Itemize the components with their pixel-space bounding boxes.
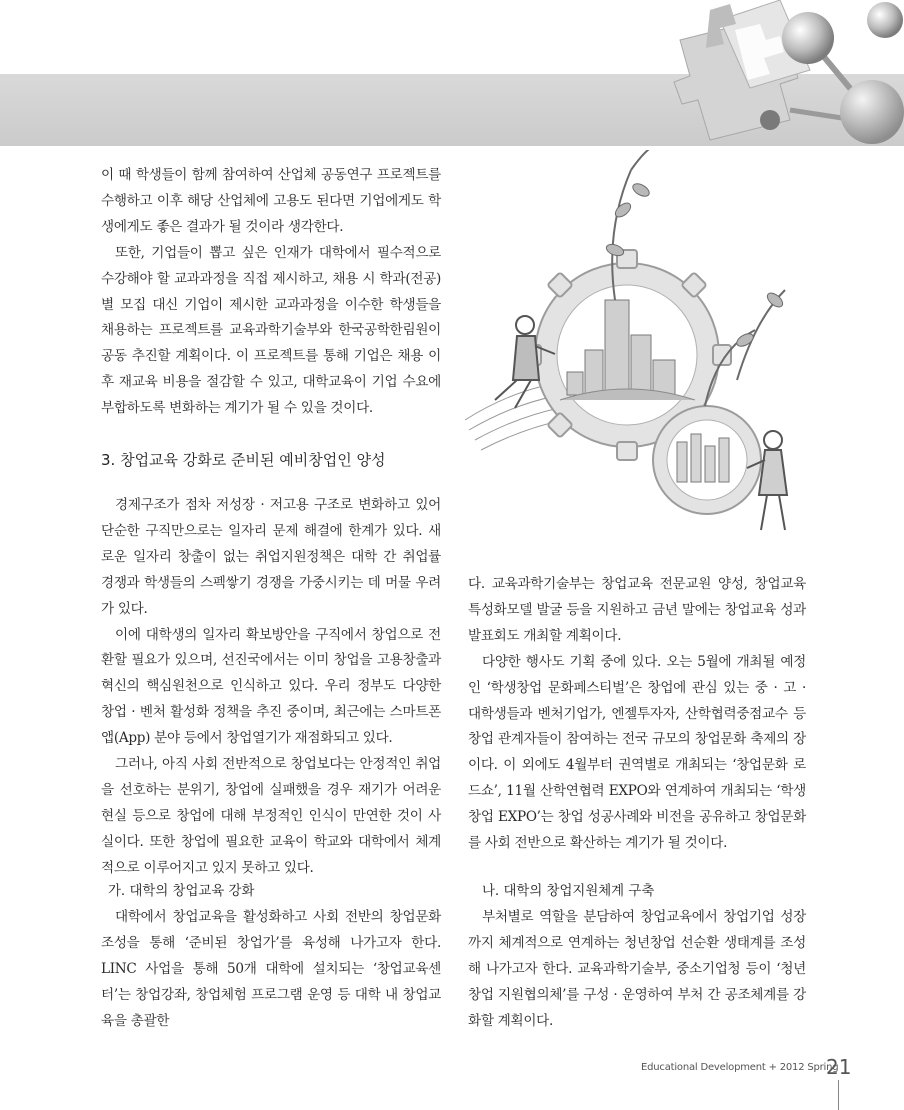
left-intro-text xyxy=(101,163,441,422)
right-text xyxy=(468,572,806,857)
sub-heading-a: 가. 대학의 창업교육 강화 xyxy=(108,884,255,899)
body-paragraph: 이 때 학생들이 함께 참여하여 산업체 공동연구 프로젝트를 수행하고 이후 해당 산업체에 고용도 된다면 기업에게도 학생에게도 좋은 결과가 될 것이라 생각한다. xyxy=(101,167,441,235)
puzzle-molecule-header-art xyxy=(640,0,904,150)
left-sub-text xyxy=(101,905,441,1035)
left-section-text xyxy=(101,493,441,882)
gears-illustration xyxy=(455,150,815,570)
right-sub-text xyxy=(468,905,806,1035)
body-paragraph: 그러나, 아직 사회 전반적으로 창업보다는 안정적인 취업을 선호하는 분위기, 창업에 실패했을 경우 재기가 어려운 현실 등으로 창업에 대해 부정적인 인식이 만연한 것이 사실이다. 또한 창업에 필요한 교육이 학교와 대학에서 체계적으로 이루어지고 있지 못하고 있다. xyxy=(101,756,441,876)
body-paragraph: 경제구조가 점차 저성장 · 저고용 구조로 변화하고 있어 단순한 구직만으로는 일자리 문제 해결에 한계가 있다. 새로운 일자리 창출이 없는 취업지원정책은 대학 간 취업률 경쟁과 학생들의 스펙쌓기 경쟁을 가중시키는 데 머물 우려가 있다. xyxy=(101,497,441,617)
footer-rule xyxy=(838,1080,839,1110)
body-paragraph: 다양한 행사도 기획 중에 있다. 오는 5월에 개최될 예정인 ‘학생창업 문화페스티벌’은 창업에 관심 있는 중 · 고 · 대학생들과 벤처기업가, 엔젤투자자, 산학협력중점교수 등 창업 관계자들이 참여하는 전국 규모의 창업문화 축제의 장이다. 이 외에도 4월부터 권역별로 개최되는 ‘창업문화 로드쇼’, 11월 산학연협력 EXPO와 연계하여 개최되는 ‘학생창업 EXPO’는 창업 성공사례와 비전을 공유하고 창업문화를 사회 전반으로 확산하는 계기가 될 것이다. xyxy=(468,653,806,852)
body-paragraph: 대학에서 창업교육을 활성화하고 사회 전반의 창업문화 조성을 통해 ‘준비된 창업가’를 육성해 나가고자 한다. LINC 사업을 통해 50개 대학에 설치되는 ‘창업교육센터’는 창업강좌, 창업체험 프로그램 운영 등 대학 내 창업교육을 총괄한 xyxy=(101,909,441,1029)
publication-footer: Educational Development + 2012 Spring xyxy=(641,1062,839,1073)
page-number: 21 xyxy=(826,1055,852,1079)
body-paragraph: 이에 대학생의 일자리 확보방안을 구직에서 창업으로 전환할 필요가 있으며, 선진국에서는 이미 창업을 고용창출과 혁신의 핵심원천으로 인식하고 있다. 우리 정부도 다양한 창업 · 벤처 활성화 정책을 추진 중이며, 최근에는 스마트폰 앱(App) 분야 등에서 창업열기가 재점화되고 있다. xyxy=(101,626,441,747)
body-paragraph: 다. 교육과학기술부는 창업교육 전문교원 양성, 창업교육 특성화모델 발굴 등을 지원하고 금년 말에는 창업교육 성과발표회도 개최할 계획이다. xyxy=(468,576,806,644)
sub-heading-b: 나. 대학의 창업지원체계 구축 xyxy=(482,884,655,899)
section-heading: 3. 창업교육 강화로 준비된 예비창업인 양성 xyxy=(101,451,386,469)
body-paragraph: 또한, 기업들이 뽑고 싶은 인재가 대학에서 필수적으로 수강해야 할 교과과정을 직접 제시하고, 채용 시 학과(전공)별 모집 대신 기업이 제시한 교과과정을 이수한 학생들을 채용하는 프로젝트를 교육과학기술부와 한국공학한림원이 공동 추진할 계획이다. 이 프로젝트를 통해 기업은 채용 이후 재교육 비용을 절감할 수 있고, 대학교육이 기업 수요에 부합하도록 변화하는 계기가 될 수 있을 것이다. xyxy=(101,244,441,417)
body-paragraph: 부처별로 역할을 분담하여 창업교육에서 창업기업 성장까지 체계적으로 연계하는 청년창업 선순환 생태계를 조성해 나가고자 한다. 교육과학기술부, 중소기업청 등이 ‘청년창업 지원협의체’를 구성 · 운영하여 부처 간 공조체계를 강화할 계획이다. xyxy=(468,909,806,1029)
